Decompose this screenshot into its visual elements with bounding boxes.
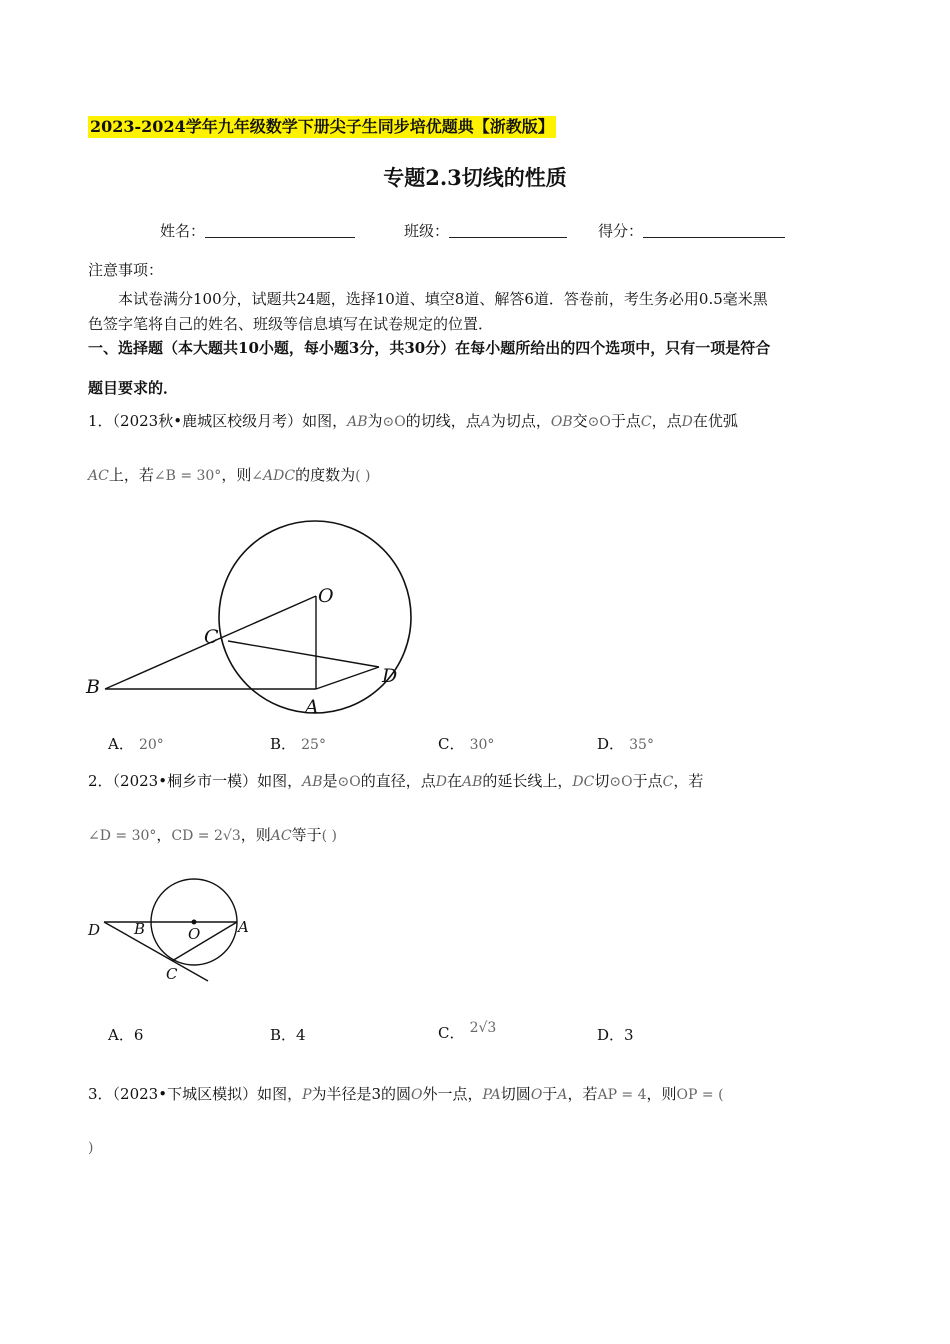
- q2-label-c: C: [166, 965, 178, 983]
- q1-math-circle: ⊙O: [587, 414, 611, 430]
- question-2-line-2: [88, 824, 337, 845]
- q2-math-c: C: [662, 774, 674, 790]
- q1-math-ac: AC: [88, 468, 109, 484]
- q1-segment-ad: [316, 667, 379, 689]
- q1-math-angle-adc: ∠ADC: [251, 468, 296, 484]
- q3-math-o: O: [530, 1087, 543, 1103]
- q2-math-circle: ⊙O: [337, 774, 361, 790]
- q2-option-label: D．: [597, 1026, 625, 1044]
- q2-text: 的直径，点: [360, 772, 436, 790]
- class-blank[interactable]: [449, 223, 567, 238]
- q1-option-d[interactable]: [597, 733, 654, 754]
- q2-center-dot: [192, 920, 197, 925]
- q2-option-a[interactable]: [108, 1024, 143, 1045]
- q2-text: 在: [446, 772, 462, 790]
- q2-text: 于点: [632, 772, 663, 790]
- q1-math-angle-b: ∠B = 30°: [153, 468, 222, 484]
- q1-text: ，点: [651, 412, 682, 430]
- q2-text: ，则: [240, 826, 271, 844]
- q2-label-b: B: [134, 920, 146, 938]
- q2-math-ab: AB: [461, 774, 483, 790]
- q2-math-circle: ⊙O: [609, 774, 633, 790]
- notes-line-1: 本试卷满分100分，试题共24题，选择10道、填空8道、解答6道．答卷前，考生务必用0.5毫米黑: [118, 290, 768, 308]
- q2-answer-paren: ( ): [321, 828, 337, 844]
- q2-option-b[interactable]: [270, 1024, 306, 1045]
- q3-math-op: OP = (: [676, 1087, 724, 1103]
- q2-option-label: B．: [270, 1026, 297, 1044]
- question-2-line-1: [88, 770, 703, 791]
- q2-number: 2．: [88, 772, 113, 790]
- section-heading-line-2: 题目要求的．: [88, 379, 179, 397]
- q3-text: 外一点，: [422, 1085, 483, 1103]
- q1-option-label: B．: [270, 735, 297, 753]
- q2-text: 等于: [291, 826, 322, 844]
- q2-segment-ac: [172, 922, 237, 961]
- q1-text: 在优弧: [692, 412, 738, 430]
- q1-option-label: A．: [108, 735, 134, 753]
- question-1-line-1: [88, 410, 738, 431]
- q1-option-a[interactable]: [108, 733, 164, 754]
- q1-text: 为: [367, 412, 383, 430]
- q1-figure: [80, 505, 430, 720]
- q1-text: 为切点，: [490, 412, 551, 430]
- q3-math-p: P: [302, 1087, 312, 1103]
- q1-option-label: C．: [438, 735, 465, 753]
- q1-math-a: A: [480, 414, 491, 430]
- q3-math-o: O: [411, 1087, 423, 1103]
- q2-option-value: 3: [624, 1026, 634, 1044]
- q1-text: 的度数为: [295, 466, 356, 484]
- q1-option-label: D．: [597, 735, 625, 753]
- score-field: [598, 220, 785, 241]
- q3-text: ，则: [646, 1085, 677, 1103]
- q2-text: ，: [156, 826, 172, 844]
- name-blank[interactable]: [205, 223, 355, 238]
- notes-line-2: 色签字笔将自己的姓名、班级等信息填写在试卷规定的位置．: [88, 315, 494, 333]
- question-3-line-1: [88, 1083, 724, 1104]
- question-1-line-2: [88, 464, 371, 485]
- q1-label-d: D: [382, 665, 398, 687]
- q1-option-value: 20°: [138, 737, 164, 753]
- q1-text: ，则: [221, 466, 252, 484]
- q2-text: ，若: [673, 772, 704, 790]
- q2-option-c[interactable]: [438, 1022, 496, 1043]
- q1-text: 交: [572, 412, 588, 430]
- q1-source: （2023秋•鹿城区校级月考）如图，: [112, 412, 348, 430]
- q2-math-angle-d: ∠D = 30°: [88, 828, 157, 844]
- name-field: [160, 220, 355, 241]
- class-field: [404, 220, 567, 241]
- q1-math-ob: OB: [550, 414, 573, 430]
- q1-text: 于点: [610, 412, 641, 430]
- q3-text: 于: [542, 1085, 558, 1103]
- q2-text: 是: [322, 772, 338, 790]
- score-blank[interactable]: [643, 223, 785, 238]
- q2-option-value: 2√3: [469, 1020, 497, 1036]
- q2-label-o: O: [188, 925, 201, 943]
- q2-option-value: 4: [296, 1026, 306, 1044]
- q2-math-cd: CD = 2√3: [171, 828, 241, 844]
- q3-close-paren: ): [88, 1140, 94, 1156]
- q2-label-d: D: [88, 921, 101, 939]
- q1-label-a: A: [305, 696, 319, 718]
- q1-option-b[interactable]: [270, 733, 326, 754]
- q3-text: 切圆: [500, 1085, 531, 1103]
- name-label: 姓名：: [160, 222, 206, 240]
- q3-math-a: A: [557, 1087, 568, 1103]
- q1-text: 的切线，点: [405, 412, 481, 430]
- q2-option-label: A．: [108, 1026, 134, 1044]
- q3-number: 3．: [88, 1085, 113, 1103]
- q1-label-o: O: [318, 585, 334, 607]
- q1-option-c[interactable]: [438, 733, 494, 754]
- series-title: 2023-2024学年九年级数学下册尖子生同步培优题典【浙教版】: [90, 117, 554, 136]
- q1-label-c: C: [204, 626, 219, 648]
- q2-math-ab: AB: [302, 774, 323, 790]
- q2-label-a: A: [238, 918, 249, 936]
- q1-math-circle: ⊙O: [382, 414, 406, 430]
- q1-text: 上，若: [108, 466, 154, 484]
- q3-math-pa: PA: [482, 1087, 501, 1103]
- q3-math-ap: AP = 4: [597, 1087, 647, 1103]
- q2-math-ac: AC: [270, 828, 292, 844]
- q2-text: 的延长线上，: [482, 772, 573, 790]
- q1-math-ab: AB: [347, 414, 368, 430]
- score-label: 得分：: [598, 222, 644, 240]
- q1-segment-cd: [228, 641, 379, 667]
- q2-figure: [82, 876, 262, 986]
- q2-option-d[interactable]: [597, 1024, 634, 1045]
- q1-label-b: B: [86, 676, 100, 698]
- notes-heading: 注意事项：: [88, 261, 164, 279]
- q2-math-d: D: [435, 774, 447, 790]
- q1-option-value: 30°: [469, 737, 495, 753]
- q1-option-value: 35°: [629, 737, 654, 753]
- q1-math-c: C: [640, 414, 652, 430]
- class-label: 班级：: [404, 222, 450, 240]
- page-title: 专题2.3切线的性质: [383, 165, 567, 190]
- q2-option-label: C．: [438, 1024, 465, 1042]
- q1-number: 1．: [88, 412, 113, 430]
- q2-text: 切: [594, 772, 610, 790]
- q3-source: （2023•下城区模拟）如图，: [112, 1085, 303, 1103]
- section-heading-line-1: 一、选择题（本大题共10小题，每小题3分，共30分）在每小题所给出的四个选项中，只有一项是符合: [88, 339, 771, 357]
- q2-option-value: 6: [133, 1026, 144, 1044]
- q3-text: ，若: [567, 1085, 598, 1103]
- q1-math-d: D: [681, 414, 693, 430]
- q1-option-value: 25°: [301, 737, 326, 753]
- q2-math-dc: DC: [572, 774, 595, 790]
- q3-text: 为半径是3的圆: [311, 1085, 412, 1103]
- q1-answer-paren: ( ): [355, 468, 371, 484]
- q2-source: （2023•桐乡市一模）如图，: [112, 772, 303, 790]
